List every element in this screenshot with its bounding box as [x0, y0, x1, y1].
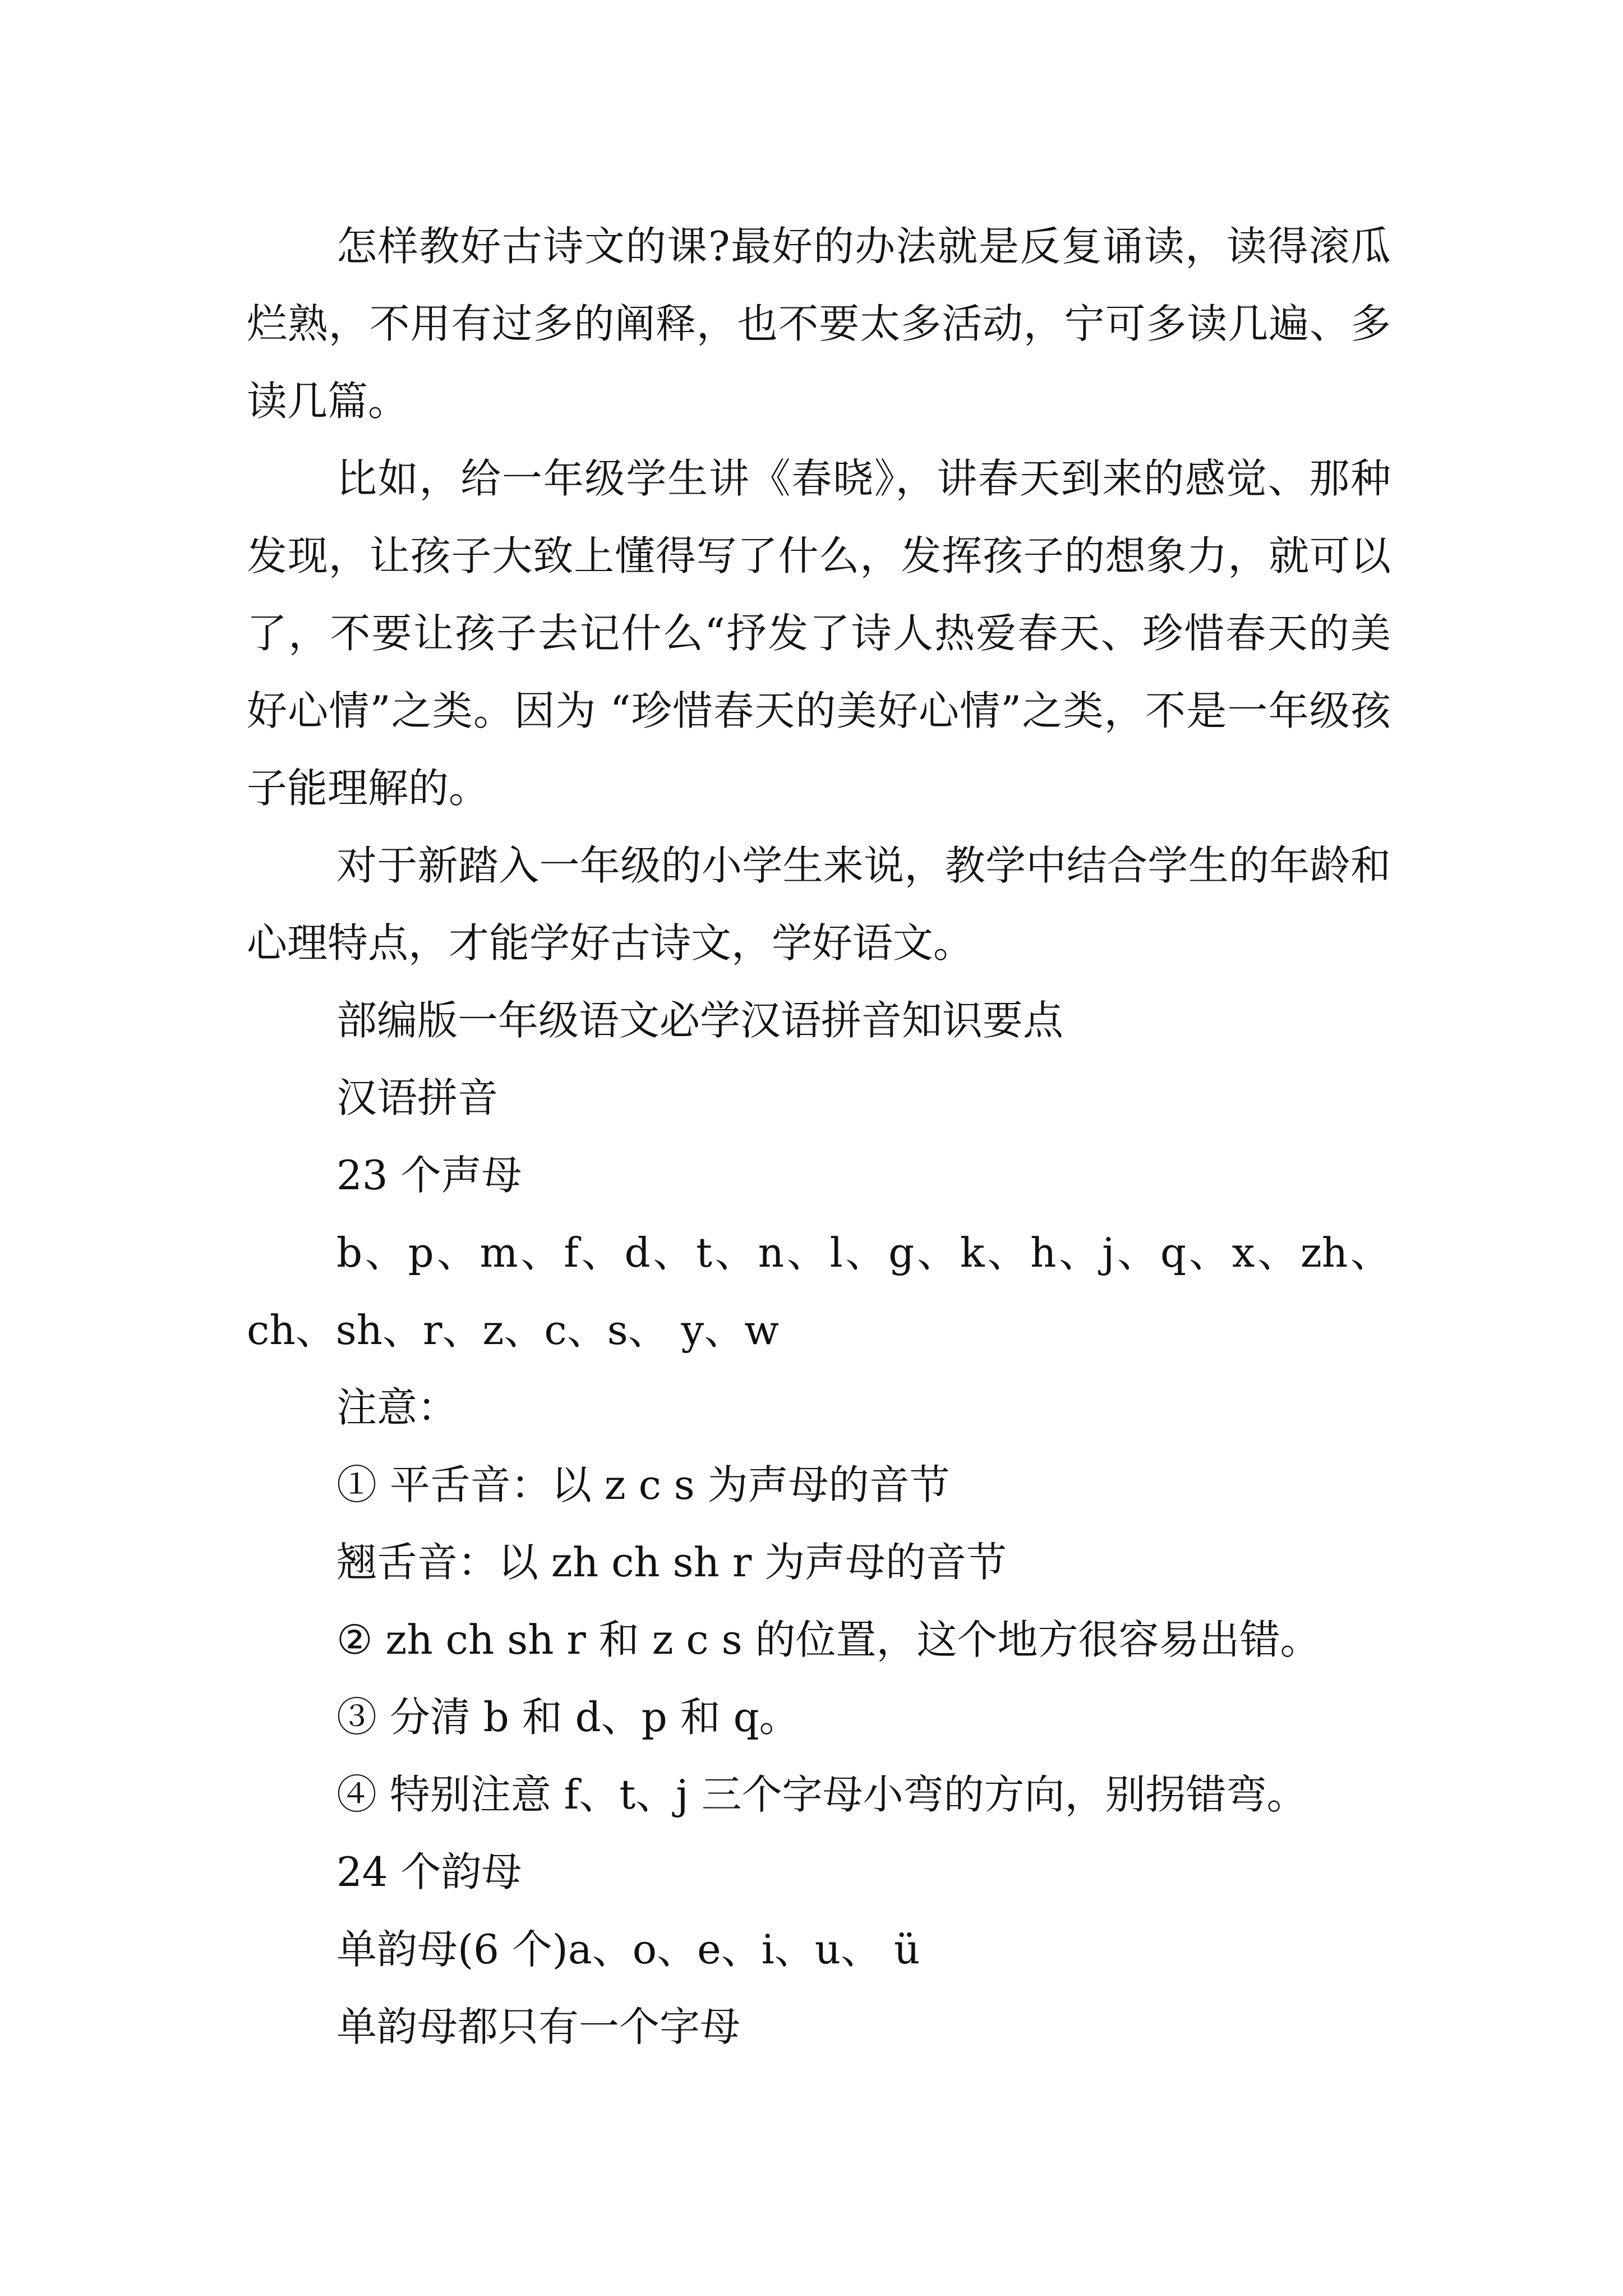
paragraph-example-chunxiao: 比如，给一年级学生讲《春晓》，讲春天到来的感觉、那种发现，让孩子大致上懂得写了什么，发挥孩子的想象力，就可以了，不要让孩子去记什么“抒发了诗人热爱春天、珍惜春天的美好心情”之类。因为 “珍惜春天的美好心情”之类，不是一年级孩子能理解的。	[247, 455, 1391, 812]
note-item-3: ③ 分清 b 和 d、p 和 q。	[336, 1694, 800, 1741]
note-item-2: ② zh ch sh r 和 z c s 的位置，这个地方很容易出错。	[336, 1616, 1321, 1663]
paragraph-conclusion: 对于新踏入一年级的小学生来说，教学中结合学生的年龄和心理特点，才能学好古诗文，学好语文。	[247, 842, 1391, 967]
document-body	[247, 208, 1391, 2065]
note-item-1: ① 平舌音：以 z c s 为声母的音节	[336, 1461, 950, 1508]
finals-heading: 24 个韵母	[336, 1848, 522, 1895]
note-item-1b: 翘舌音：以 zh ch sh r 为声母的音节	[336, 1539, 1007, 1586]
initials-heading: 23 个声母	[336, 1152, 522, 1199]
note-item-4: ④ 特别注意 f、t、j 三个字母小弯的方向，别拐错弯。	[336, 1771, 1307, 1818]
paragraph-teaching-method: 怎样教好古诗文的课?最好的办法就是反复诵读，读得滚瓜烂熟，不用有过多的阐释，也不要太多活动，宁可多读几遍、多读几篇。	[247, 223, 1391, 425]
simple-finals-note: 单韵母都只有一个字母	[336, 2003, 741, 2050]
subsection-title: 汉语拼音	[336, 1074, 499, 1121]
section-title: 部编版一年级语文必学汉语拼音知识要点	[336, 997, 1064, 1044]
notes-heading: 注意：	[336, 1384, 458, 1431]
simple-finals: 单韵母(6 个)a、o、e、i、u、 ü	[336, 1926, 920, 1973]
initials-list: b、p、m、f、d、t、n、l、g、k、h、j、q、x、zh、ch、sh、r、z、c、s、 y、w	[247, 1229, 1391, 1354]
